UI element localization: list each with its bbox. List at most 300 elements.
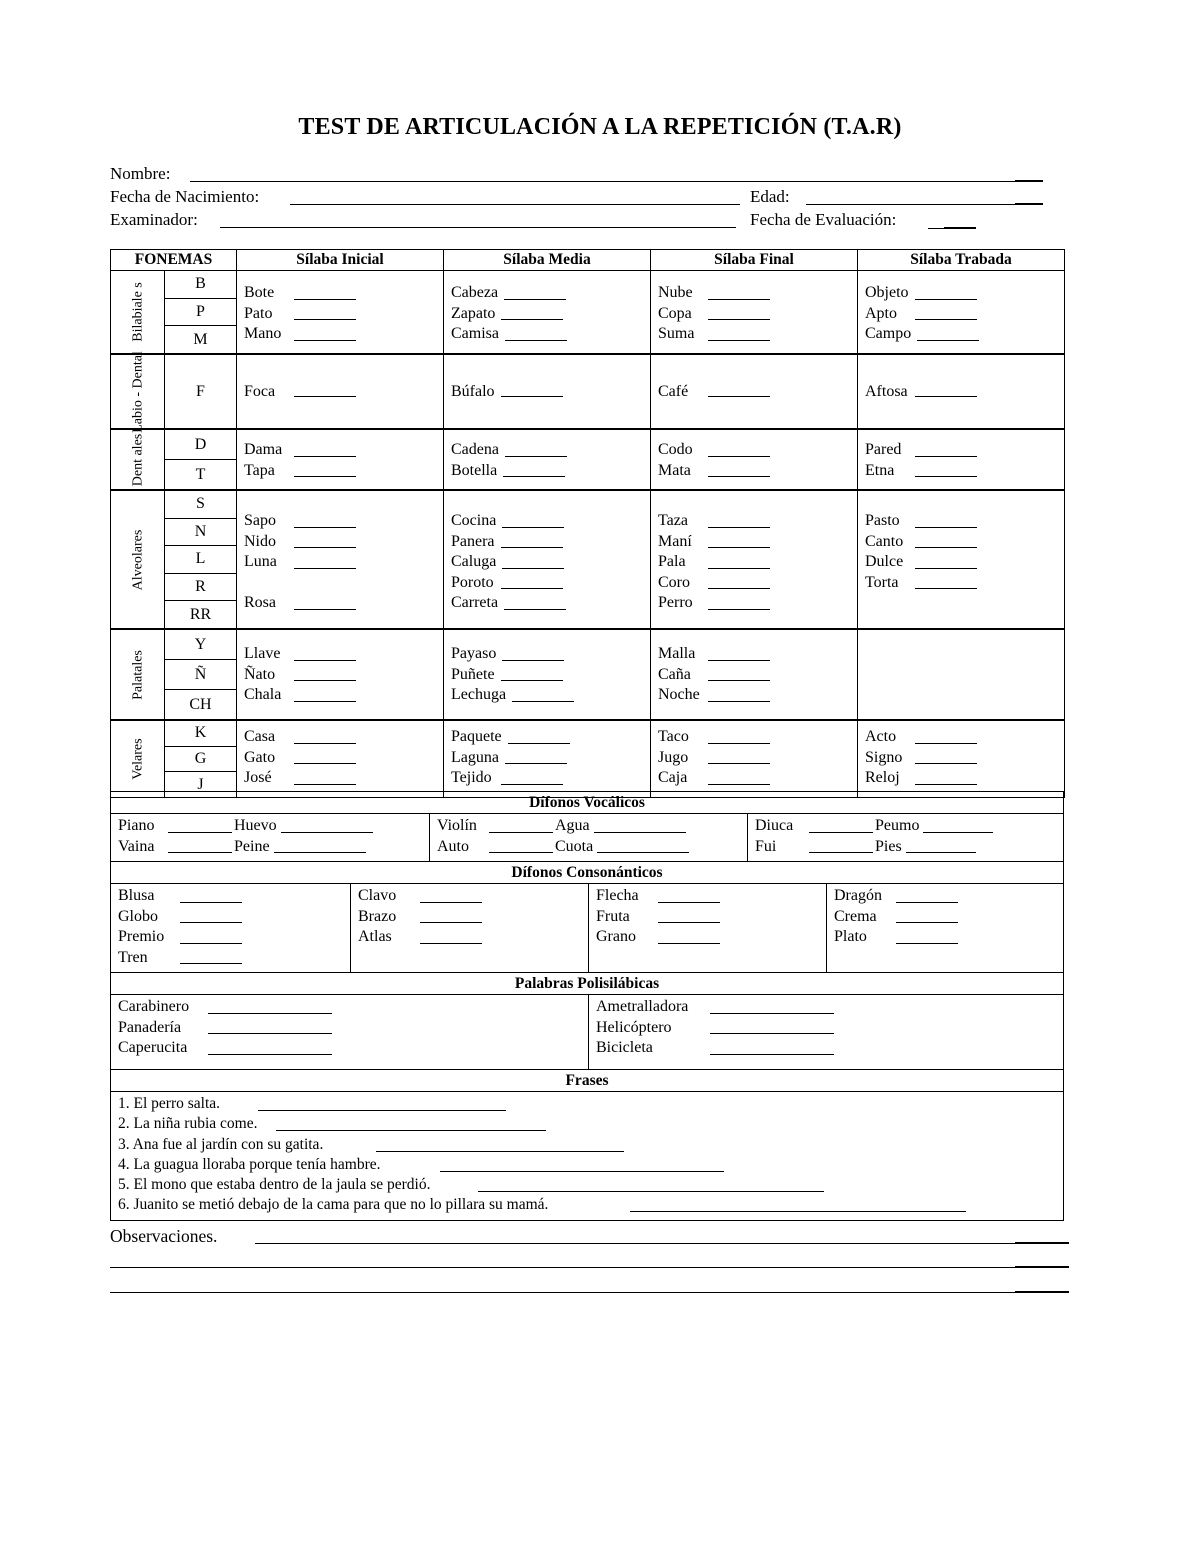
answer-line[interactable]	[208, 1000, 332, 1014]
answer-line[interactable]	[915, 443, 977, 457]
answer-line[interactable]	[896, 889, 958, 903]
word-entry	[865, 304, 1064, 325]
frases-section	[110, 1069, 1064, 1221]
word-label: Objeto	[865, 284, 909, 301]
answer-line[interactable]	[504, 596, 566, 610]
word-entry	[596, 886, 826, 907]
words-cell-media	[444, 429, 651, 490]
word-label: Codo	[658, 441, 693, 458]
answer-line[interactable]	[376, 1138, 624, 1152]
answer-line[interactable]	[501, 383, 563, 397]
answer-line[interactable]	[915, 771, 977, 785]
edad-field[interactable]	[806, 204, 1016, 205]
answer-line[interactable]	[915, 514, 977, 528]
answer-line[interactable]	[294, 514, 356, 528]
answer-line[interactable]	[489, 819, 553, 833]
answer-line[interactable]	[708, 286, 770, 300]
words-list	[444, 383, 650, 401]
words-list	[444, 271, 650, 345]
answer-line[interactable]	[708, 596, 770, 610]
words-cell-final	[651, 354, 858, 429]
answer-line[interactable]	[708, 575, 770, 589]
answer-line[interactable]	[710, 1020, 834, 1034]
answer-line[interactable]	[708, 534, 770, 548]
word-label: Mano	[244, 325, 282, 342]
observaciones-line-1[interactable]	[255, 1243, 1015, 1244]
sentence-text: 4. La guagua lloraba porque tenía hambre.	[118, 1155, 381, 1173]
word-label: Paquete	[451, 728, 502, 745]
answer-line[interactable]	[708, 688, 770, 702]
word-label: Maní	[658, 532, 692, 550]
vocalic-column	[111, 814, 429, 862]
word-label: Globo	[118, 907, 158, 925]
answer-line[interactable]	[708, 555, 770, 569]
word-entry	[244, 552, 443, 573]
phoneme-table	[110, 249, 1065, 798]
answer-line[interactable]	[915, 750, 977, 764]
word-entry	[596, 1018, 1063, 1039]
answer-line[interactable]	[294, 771, 356, 785]
words-cell-trabada	[858, 271, 1065, 355]
header-silaba-final: Sílaba Final	[651, 250, 858, 271]
header-silaba-media: Sílaba Media	[444, 250, 651, 271]
word-entry	[451, 644, 650, 665]
word-entry	[451, 727, 650, 748]
answer-line[interactable]	[708, 383, 770, 397]
answer-line[interactable]	[180, 909, 242, 923]
word-entry	[244, 383, 356, 401]
answer-line[interactable]	[708, 750, 770, 764]
fecha-nacimiento-field[interactable]	[290, 204, 740, 205]
word-entry	[658, 324, 857, 345]
answer-line[interactable]	[478, 1178, 824, 1192]
answer-line[interactable]	[294, 463, 356, 477]
word-label: Bote	[244, 284, 275, 301]
answer-line[interactable]	[180, 930, 242, 944]
sentence-text: 5. El mono que estaba dentro de la jaula se perdió.	[118, 1176, 431, 1194]
answer-line[interactable]	[501, 575, 563, 589]
answer-line[interactable]	[708, 647, 770, 661]
word-label: Nube	[658, 284, 693, 301]
answer-line[interactable]	[489, 839, 553, 853]
word-entry	[865, 532, 1064, 553]
answer-line[interactable]	[294, 443, 356, 457]
observaciones-line-2-end	[1015, 1266, 1069, 1268]
words-cell-final	[651, 629, 858, 720]
answer-line[interactable]	[168, 839, 232, 853]
word-entry	[451, 552, 650, 573]
phoneme-group-row	[111, 354, 1065, 429]
answer-line[interactable]	[294, 534, 356, 548]
nombre-label: Nombre:	[110, 164, 171, 183]
phoneme: S	[196, 495, 205, 513]
answer-line[interactable]	[915, 306, 977, 320]
words-cell-inicial	[237, 271, 444, 355]
word-label: Reloj	[865, 769, 900, 786]
phoneme: D	[194, 435, 207, 453]
answer-line[interactable]	[658, 930, 720, 944]
answer-line[interactable]	[180, 889, 242, 903]
answer-line[interactable]	[809, 839, 873, 853]
answer-line[interactable]	[501, 667, 563, 681]
word-label: Pala	[658, 553, 686, 570]
category-label: Palatales	[130, 649, 145, 700]
answer-line[interactable]	[294, 327, 356, 341]
answer-line[interactable]	[915, 555, 977, 569]
answer-line[interactable]	[502, 514, 564, 528]
sentence-text: 2. La niña rubia come.	[118, 1115, 258, 1133]
consonant-column	[826, 884, 1063, 973]
header-silaba-trabada: Sílaba Trabada	[858, 250, 1065, 271]
word-label: Agua	[555, 817, 590, 834]
word-label: Flecha	[596, 887, 639, 904]
answer-line[interactable]	[505, 750, 567, 764]
word-entry	[658, 461, 857, 482]
words-list	[651, 430, 857, 481]
words-cell-final	[651, 429, 858, 490]
answer-line[interactable]	[294, 596, 356, 610]
answer-line[interactable]	[915, 534, 977, 548]
word-label: Canto	[865, 532, 904, 550]
phoneme-group-row	[111, 629, 1065, 720]
word-entry	[834, 886, 1063, 907]
answer-line[interactable]	[896, 930, 958, 944]
phoneme-list	[165, 630, 236, 719]
answer-line[interactable]	[294, 286, 356, 300]
answer-line[interactable]	[658, 889, 720, 903]
answer-line[interactable]	[708, 306, 770, 320]
word-entry	[244, 593, 443, 614]
answer-line[interactable]	[708, 443, 770, 457]
category-label: Alveolares	[130, 529, 145, 590]
word-entry	[244, 440, 443, 461]
nombre-field[interactable]	[190, 181, 1015, 182]
section-title: Dífonos Consonánticos	[111, 862, 1063, 884]
word-label: Tren	[118, 948, 148, 966]
phoneme-cell	[165, 720, 237, 798]
word-label: Crema	[834, 907, 877, 925]
sentence-row	[118, 1176, 1063, 1196]
category-label: Bilabiale s	[130, 282, 145, 342]
answer-line[interactable]	[917, 327, 979, 341]
word-label: Llave	[244, 645, 281, 662]
word-entry	[118, 1018, 588, 1039]
word-label: Zapato	[451, 304, 496, 322]
words-list	[858, 271, 1064, 345]
fecha-evaluacion-field[interactable]	[928, 228, 944, 229]
word-label: Signo	[865, 748, 903, 766]
word-entry	[244, 304, 443, 325]
word-entry	[358, 927, 588, 948]
word-entry	[118, 997, 588, 1018]
word-label: Caperucita	[118, 1039, 188, 1056]
answer-line[interactable]	[923, 819, 993, 833]
words-cell-trabada	[858, 429, 1065, 490]
answer-line[interactable]	[708, 667, 770, 681]
word-label: Café	[658, 382, 689, 400]
words-cell-trabada	[858, 720, 1065, 798]
words-cell-final	[651, 720, 858, 798]
answer-line[interactable]	[597, 839, 689, 853]
answer-line[interactable]	[501, 771, 563, 785]
answer-line[interactable]	[512, 688, 574, 702]
polisilabicas-section	[110, 972, 1064, 1070]
phoneme: R	[165, 573, 236, 601]
word-entry	[658, 283, 857, 304]
words-cell-trabada	[858, 354, 1065, 429]
word-entry	[118, 1038, 588, 1059]
words-list	[651, 383, 857, 401]
word-entry	[658, 748, 857, 769]
word-label: Piano	[118, 817, 155, 834]
word-label: Carabinero	[118, 998, 190, 1015]
answer-line[interactable]	[504, 286, 566, 300]
answer-line[interactable]	[508, 730, 570, 744]
phoneme: F	[196, 382, 205, 400]
word-entry	[451, 283, 650, 304]
vocalic-column	[747, 814, 1063, 862]
word-entry	[244, 768, 443, 789]
words-cell-inicial	[237, 720, 444, 798]
answer-line[interactable]	[505, 443, 567, 457]
answer-line[interactable]	[505, 327, 567, 341]
word-entry	[658, 440, 857, 461]
answer-line[interactable]	[708, 327, 770, 341]
word-entry	[658, 727, 857, 748]
answer-line[interactable]	[276, 1117, 546, 1131]
word-entry	[451, 324, 650, 345]
answer-line[interactable]	[502, 555, 564, 569]
phoneme: L	[165, 545, 236, 573]
word-entry	[118, 907, 350, 928]
phoneme: K	[194, 724, 207, 742]
word-label: Torta	[865, 573, 899, 591]
answer-line[interactable]	[294, 383, 356, 397]
answer-line[interactable]	[281, 819, 373, 833]
answer-line[interactable]	[915, 463, 977, 477]
word-entry	[451, 685, 650, 706]
word-entry	[451, 440, 650, 461]
word-label: Rosa	[244, 594, 276, 611]
answer-line[interactable]	[294, 306, 356, 320]
word-label: Bicicleta	[596, 1039, 653, 1056]
words-cell-inicial	[237, 490, 444, 629]
answer-line[interactable]	[708, 730, 770, 744]
word-label: Perro	[658, 594, 693, 611]
header-fonemas: FONEMAS	[111, 250, 237, 271]
word-label: Peumo	[875, 817, 920, 834]
observaciones-line-1-end	[1015, 1242, 1069, 1244]
answer-line[interactable]	[168, 819, 232, 833]
answer-line[interactable]	[501, 306, 563, 320]
answer-line[interactable]	[710, 1041, 834, 1055]
sentence-text: 1. El perro salta.	[118, 1095, 221, 1112]
word-label: Fui	[755, 837, 777, 855]
words-list	[444, 430, 650, 481]
word-label: Luna	[244, 553, 277, 570]
word-label: Pato	[244, 304, 273, 322]
observaciones-line-3[interactable]	[110, 1292, 1015, 1293]
answer-line[interactable]	[896, 909, 958, 923]
word-label: Taco	[658, 728, 689, 745]
fecha-nacimiento-label: Fecha de Nacimiento:	[110, 187, 260, 206]
word-entry	[865, 748, 1064, 769]
word-entry	[596, 907, 826, 928]
words-list	[237, 383, 443, 401]
words-cell-media	[444, 271, 651, 355]
word-label: Camisa	[451, 325, 499, 342]
word-entry	[865, 324, 1064, 345]
word-entry	[451, 665, 650, 686]
word-label: Noche	[658, 686, 700, 703]
phoneme: Ñ	[165, 659, 236, 689]
answer-line[interactable]	[710, 1000, 834, 1014]
word-label: José	[244, 769, 272, 786]
words-cell-media	[444, 629, 651, 720]
answer-line[interactable]	[420, 889, 482, 903]
word-label: Campo	[865, 325, 912, 342]
answer-line[interactable]	[208, 1020, 332, 1034]
phoneme: CH	[165, 689, 236, 719]
phoneme-cell	[165, 271, 237, 355]
answer-line[interactable]	[809, 819, 873, 833]
answer-line[interactable]	[906, 839, 976, 853]
words-cell-inicial	[237, 354, 444, 429]
words-list	[651, 491, 857, 614]
word-entry	[451, 573, 650, 594]
sentence-row	[118, 1156, 1063, 1176]
word-label: Dama	[244, 441, 283, 458]
words-cell-trabada	[858, 490, 1065, 629]
phoneme-group-row	[111, 490, 1065, 629]
word-entry	[451, 532, 650, 553]
word-label: Taza	[658, 512, 688, 529]
word-entry	[244, 748, 443, 769]
word-label: Cabeza	[451, 284, 499, 301]
words-list	[237, 721, 443, 789]
word-entry	[658, 511, 857, 532]
words-list	[858, 721, 1064, 789]
word-entry	[451, 748, 650, 769]
answer-line[interactable]	[258, 1097, 506, 1111]
answer-line[interactable]	[708, 771, 770, 785]
difonos-vocalicos-section	[110, 791, 1064, 862]
phoneme-group-row	[111, 720, 1065, 798]
answer-line[interactable]	[915, 575, 977, 589]
word-label: Laguna	[451, 748, 499, 766]
answer-line[interactable]	[420, 930, 482, 944]
sentence-text: 6. Juanito se metió debajo de la cama para que no lo pillara su mamá.	[118, 1196, 549, 1214]
word-entry	[244, 573, 443, 594]
answer-line[interactable]	[708, 514, 770, 528]
words-list	[858, 430, 1064, 481]
observaciones-line-2[interactable]	[110, 1267, 1015, 1268]
category-label: Labio - Dental	[130, 350, 145, 433]
word-entry	[244, 511, 443, 532]
word-label: Premio	[118, 928, 165, 945]
word-entry	[865, 283, 1064, 304]
answer-line[interactable]	[294, 750, 356, 764]
edad-label: Edad:	[750, 187, 790, 206]
word-label: Copa	[658, 304, 692, 322]
word-label: Lechuga	[451, 686, 507, 703]
answer-line[interactable]	[440, 1158, 724, 1172]
answer-line[interactable]	[294, 555, 356, 569]
answer-line[interactable]	[501, 534, 563, 548]
category-label: Dent ales	[130, 433, 145, 486]
phoneme: J	[165, 771, 236, 797]
phoneme: Y	[194, 635, 207, 653]
word-entry	[118, 927, 350, 948]
answer-line[interactable]	[915, 286, 977, 300]
answer-line[interactable]	[420, 909, 482, 923]
answer-line[interactable]	[294, 667, 356, 681]
examinador-field[interactable]	[220, 227, 736, 228]
words-list	[444, 721, 650, 789]
words-list	[237, 271, 443, 345]
category-label: Velares	[130, 738, 145, 780]
consonant-column	[111, 884, 350, 973]
words-list	[444, 491, 650, 614]
phoneme: B	[195, 275, 206, 293]
category-cell	[111, 490, 165, 629]
word-entry	[451, 768, 650, 789]
answer-line[interactable]	[708, 463, 770, 477]
word-label: Aftosa	[865, 382, 908, 400]
words-cell-media	[444, 720, 651, 798]
answer-line[interactable]	[208, 1041, 332, 1055]
answer-line[interactable]	[915, 383, 977, 397]
answer-line[interactable]	[915, 730, 977, 744]
answer-line[interactable]	[180, 950, 242, 964]
answer-line[interactable]	[294, 730, 356, 744]
word-label: Acto	[865, 728, 897, 745]
answer-line[interactable]	[594, 819, 686, 833]
header-silaba-inicial: Sílaba Inicial	[237, 250, 444, 271]
word-entry	[244, 324, 443, 345]
word-label: Suma	[658, 325, 695, 342]
word-label: Caja	[658, 769, 688, 786]
phoneme-group-row	[111, 429, 1065, 490]
words-cell-media	[444, 490, 651, 629]
word-pair	[755, 837, 1063, 858]
answer-line[interactable]	[294, 688, 356, 702]
answer-line[interactable]	[274, 839, 366, 853]
word-label: Violín	[437, 817, 477, 834]
consonant-column	[350, 884, 588, 973]
word-label: Pasto	[865, 512, 900, 529]
sentence-row	[118, 1115, 1063, 1135]
word-entry	[865, 727, 1064, 748]
answer-line[interactable]	[630, 1198, 966, 1212]
word-entry	[451, 511, 650, 532]
section-title: Frases	[111, 1070, 1063, 1092]
words-list	[237, 430, 443, 481]
answer-line[interactable]	[658, 909, 720, 923]
answer-line[interactable]	[503, 463, 565, 477]
word-label: Panera	[451, 532, 495, 550]
answer-line[interactable]	[502, 647, 564, 661]
phoneme: G	[165, 746, 236, 772]
answer-line[interactable]	[294, 647, 356, 661]
word-pair	[118, 816, 429, 837]
word-pair	[437, 816, 747, 837]
table-header-row	[111, 250, 1065, 271]
word-pair	[755, 816, 1063, 837]
word-entry	[865, 440, 1064, 461]
polysyllabic-column	[588, 995, 1063, 1070]
word-label: Atlas	[358, 928, 392, 945]
